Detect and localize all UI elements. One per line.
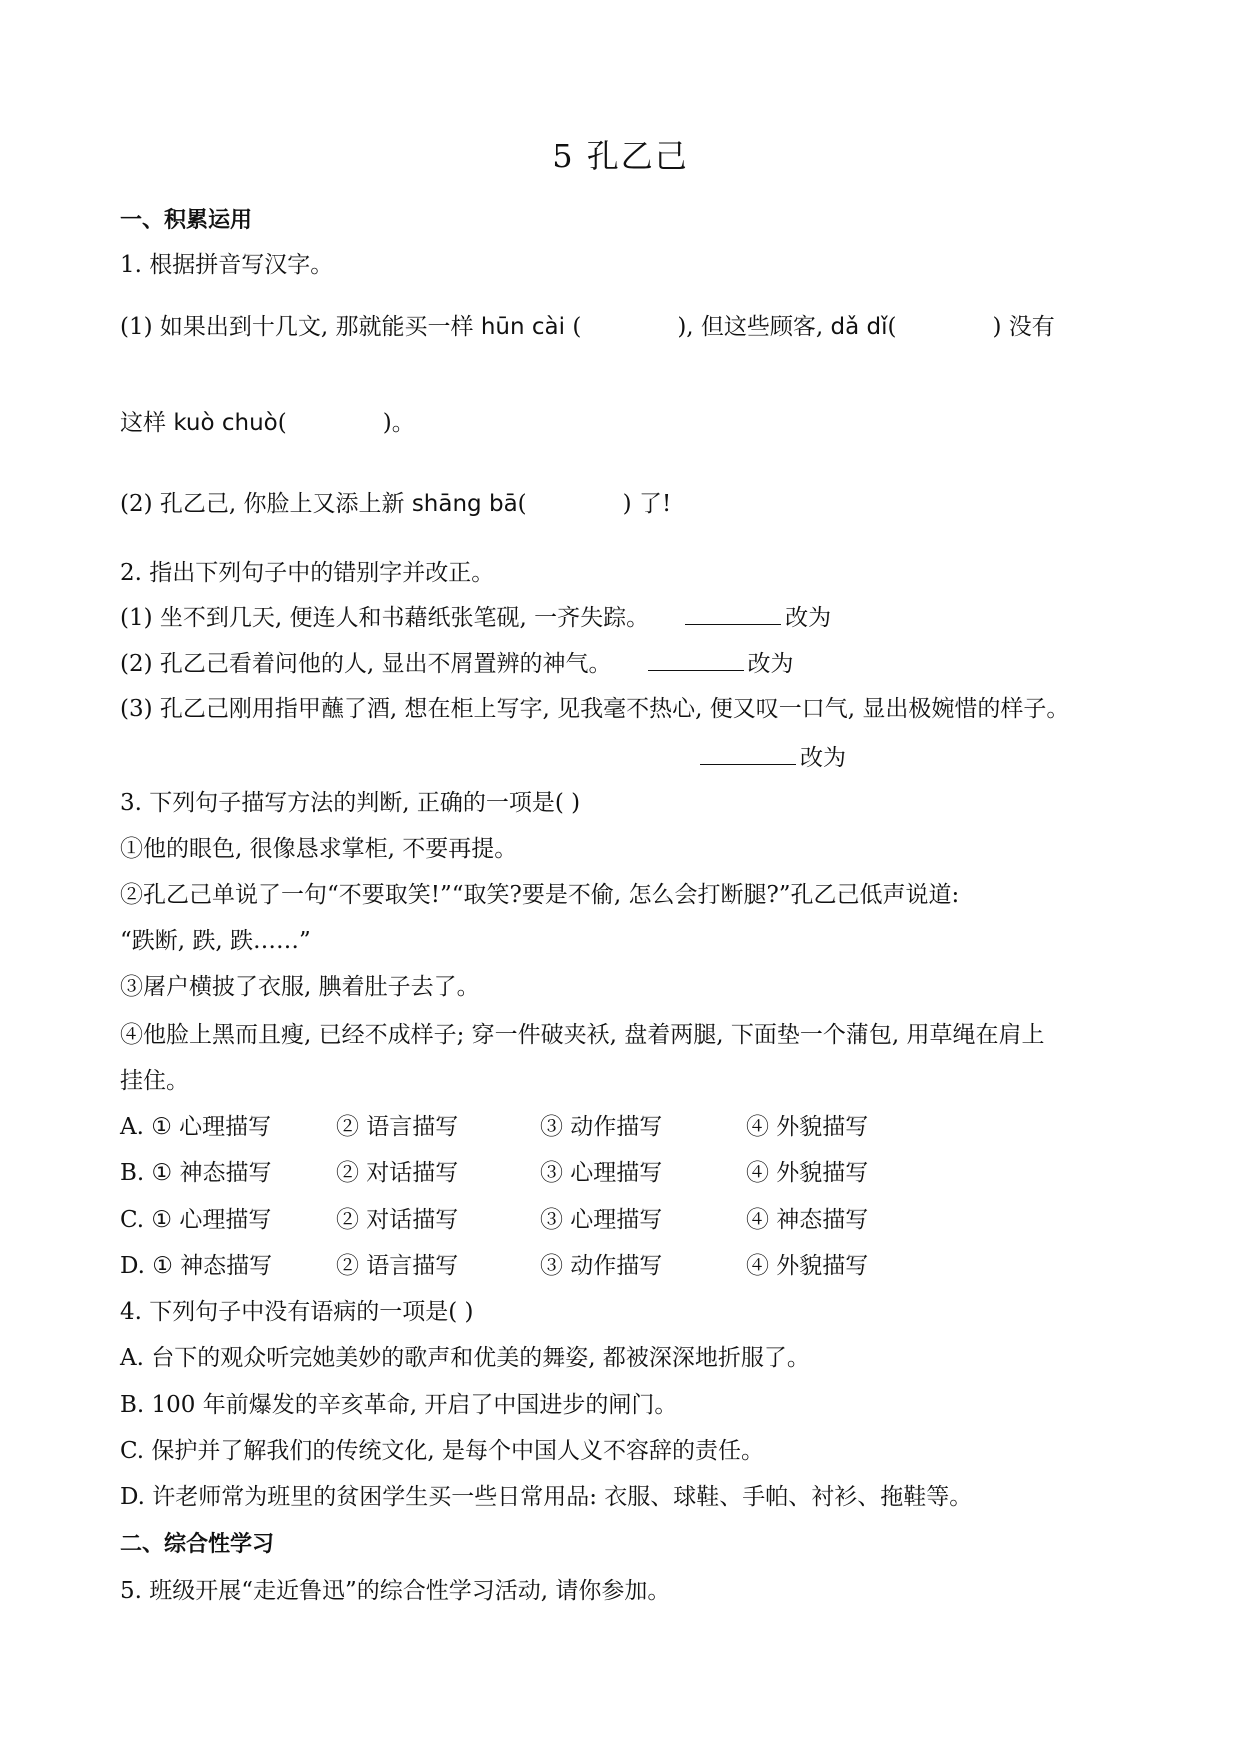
q5-stem: 5. 班级开展“走近鲁迅”的综合性学习活动, 请你参加。 (120, 1578, 671, 1604)
pinyin-hun-cai: hūn cài (480, 314, 566, 340)
q4-option-c[interactable]: C. 保护并了解我们的传统文化, 是每个中国人义不容辞的责任。 (120, 1438, 765, 1464)
q2-sentence-2: (2) 孔乙己看着问他的人, 显出不屑置辨的神气。 改为 (120, 648, 794, 679)
q3-sentence-4b: 挂住。 (120, 1068, 189, 1094)
page-title: 5 孔乙己 (552, 137, 689, 175)
q3-sentence-3: ③屠户横披了衣服, 腆着肚子去了。 (120, 974, 480, 1000)
q3-sentence-2a: ②孔乙己单说了一句“不要取笑!”“取笑?要是不偷, 怎么会打断腿?”孔乙己低声说道: (120, 882, 960, 908)
q2-sentence-3-answer: 改为 (700, 742, 846, 773)
q4-option-d[interactable]: D. 许老师常为班里的贫困学生买一些日常用品: 衣服、球鞋、手帕、衬衫、拖鞋等。 (120, 1484, 973, 1510)
worksheet-page: 5 孔乙己 一、积累运用 1. 根据拼音写汉字。 (1) 如果出到十几文, 那就能买一样 hūn cài ( ), 但这些顾客, dǎ dǐ( ) 没有 这样 kuò chuò( )。 (2) 孔乙己, 你脸上又添上新 shāng bā( ) 了! 2. 指出下列句子中的错别字并改正。 (1) 坐不到几天, 便连人和书藉纸张笔砚, 一齐失踪。 改为 (2) 孔乙己看着问他的人, 显出不屑置辨的神气。 改为 (3) 孔乙己刚用指甲蘸了酒, 想在柜上写字, 见我毫不热心, 便又叹一口气, 显出极婉惜的样子。 改为 3. 下列句子描写方法的判断, 正确的一项是( ) ①他的眼色, 很像恳求掌柜, 不要再提。 ②孔乙己单说了一句“不要取笑!”“取笑?要是不偷, 怎么会打断腿?”孔乙己低声说道: “跌断, 跌, 跌……” ③屠户横披了衣服, 腆着肚子去了。 ④他脸上黑而且瘦, 已经不成样子; 穿一件破夹袄, 盘着两腿, 下面垫一个蒲包, 用草绳在肩上 挂住。 A. ① 心理描写 ② 语言描写 ③ 动作描写 ④ 外貌描写 B. ① 神态描写 ② 对话描写 ③ 心理描写 ④ 外貌描写 C. ① 心理描写 ② 对话描写 ③ 心理描写 ④ 神态描写 D. ① 神态描写 ② 语言描写 ③ 动作描写 ④ 外貌描写 4. 下列句子中没有语病的一项是( ) A. 台下的观众听完她美妙的歌声和优美的舞姿, 都被深深地折服了。 B. 100 年前爆发的辛亥革命, 开启了中国进步的闸门。 C. 保护并了解我们的传统文化, 是每个中国人义不容辞的责任。 D. 许老师常为班里的贫困学生买一些日常用品: 衣服、球鞋、手帕、衬衫、拖鞋等。 二、综合性学习 5. 班级开展“走近鲁迅”的综合性学习活动, 请你参加。 (0, 0, 1241, 1754)
q1-part2: (2) 孔乙己, 你脸上又添上新 shāng bā( ) 了! (120, 491, 672, 517)
section-heading-1: 一、积累运用 (120, 208, 253, 233)
answer-underline[interactable] (700, 742, 796, 765)
q1-part1-line1: (1) 如果出到十几文, 那就能买一样 hūn cài ( ), 但这些顾客, dǎ dǐ( ) 没有 (120, 314, 1055, 340)
answer-underline[interactable] (648, 648, 744, 671)
answer-underline[interactable] (685, 602, 781, 625)
q2-sentence-3: (3) 孔乙己刚用指甲蘸了酒, 想在柜上写字, 见我毫不热心, 便又叹一口气, 显出极婉惜的样子。 (120, 696, 1070, 722)
pinyin-shang-ba: shāng bā (411, 491, 518, 517)
q2-stem: 2. 指出下列句子中的错别字并改正。 (120, 560, 495, 586)
section-heading-2: 二、综合性学习 (120, 1532, 275, 1557)
q3-sentence-2b: “跌断, 跌, 跌……” (120, 928, 311, 954)
q2-sentence-1: (1) 坐不到几天, 便连人和书藉纸张笔砚, 一齐失踪。 改为 (120, 602, 831, 633)
q4-option-a[interactable]: A. 台下的观众听完她美妙的歌声和优美的舞姿, 都被深深地折服了。 (120, 1345, 810, 1371)
q1-stem: 1. 根据拼音写汉字。 (120, 252, 334, 278)
q1-part1-line2: 这样 kuò chuò( )。 (120, 410, 415, 436)
q3-sentence-1: ①他的眼色, 很像恳求掌柜, 不要再提。 (120, 836, 518, 862)
pinyin-da-di: dǎ dǐ (830, 314, 888, 340)
q3-sentence-4a: ④他脸上黑而且瘦, 已经不成样子; 穿一件破夹袄, 盘着两腿, 下面垫一个蒲包, 用草绳在肩上 (120, 1022, 1045, 1048)
q3-stem: 3. 下列句子描写方法的判断, 正确的一项是( ) (120, 790, 581, 816)
q4-option-b[interactable]: B. 100 年前爆发的辛亥革命, 开启了中国进步的闸门。 (120, 1392, 678, 1418)
pinyin-kuo-chuo: kuò chuò (173, 410, 278, 436)
q4-stem: 4. 下列句子中没有语病的一项是( ) (120, 1299, 474, 1325)
